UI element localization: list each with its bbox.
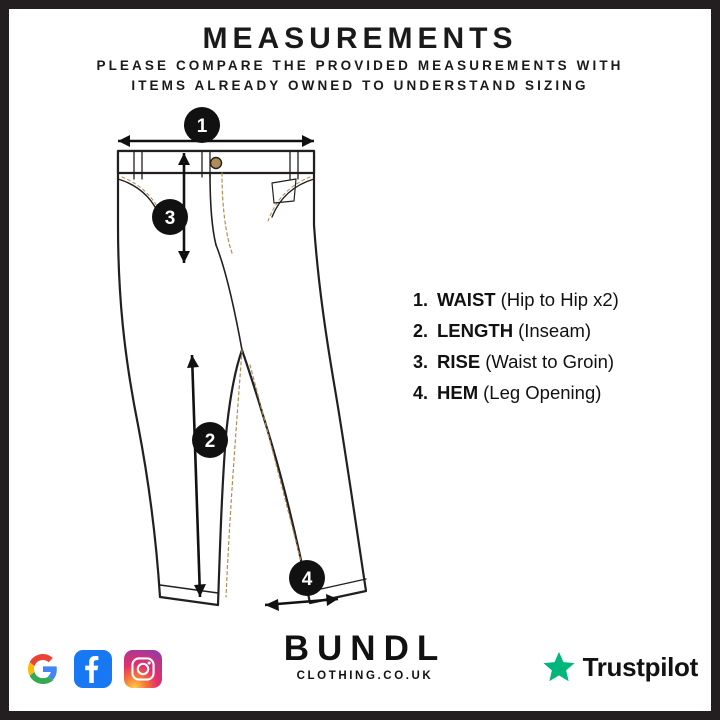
legend-number: 1. [412,290,428,310]
frame-border-bottom [0,711,720,720]
marker-3-rise [152,199,188,235]
subtitle-line-1: PLEASE COMPARE THE PROVIDED MEASUREMENTS WITH [96,58,624,73]
legend-number: 4. [412,383,428,403]
subtitle-line-2: ITEMS ALREADY OWNED TO UNDERSTAND SIZING [131,78,589,93]
legend-label: WAIST [437,289,496,310]
marker-2-label: 2 [204,431,216,452]
brand-name: BUNDL [283,629,447,668]
legend-item-rise [398,347,688,377]
legend-item-waist [398,285,688,315]
legend-number: 2. [412,321,428,341]
marker-2-length [192,422,228,458]
marker-4-hem [289,560,325,596]
facebook-icon[interactable] [74,650,112,688]
facebook-f-glyph [77,653,109,685]
legend-description: (Inseam) [518,320,592,341]
page-title: MEASUREMENTS [202,22,518,55]
jeans-diagram [60,105,390,625]
social-links [24,650,162,688]
frame-border-left [0,0,9,720]
marker-1-waist [184,107,220,143]
legend-description: (Waist to Groin) [485,351,615,372]
legend-label: RISE [437,351,481,372]
marker-1-label: 1 [196,116,208,137]
legend-label: LENGTH [437,320,514,341]
google-icon[interactable] [24,650,62,688]
brand-logo [255,630,475,682]
legend-number: 3. [412,352,428,372]
brand-domain: CLOTHING.CO.UK [296,670,434,682]
legend-description: (Hip to Hip x2) [500,289,619,310]
legend-item-hem [398,378,688,408]
legend-item-length [398,316,688,346]
legend-label: HEM [437,382,479,403]
instagram-icon[interactable] [124,650,162,688]
marker-3-label: 3 [164,208,176,229]
page-subtitle [60,56,660,96]
google-g-glyph [28,654,58,684]
legend-description: (Leg Opening) [483,382,602,403]
instagram-camera-glyph [130,656,156,682]
trustpilot-label: Trustpilot [582,651,698,682]
trustpilot-star-icon [542,650,576,684]
measurement-legend [398,285,688,409]
marker-4-label: 4 [301,569,313,590]
trustpilot-logo [542,650,698,684]
frame-border-top [0,0,720,9]
frame-border-right [711,0,720,720]
